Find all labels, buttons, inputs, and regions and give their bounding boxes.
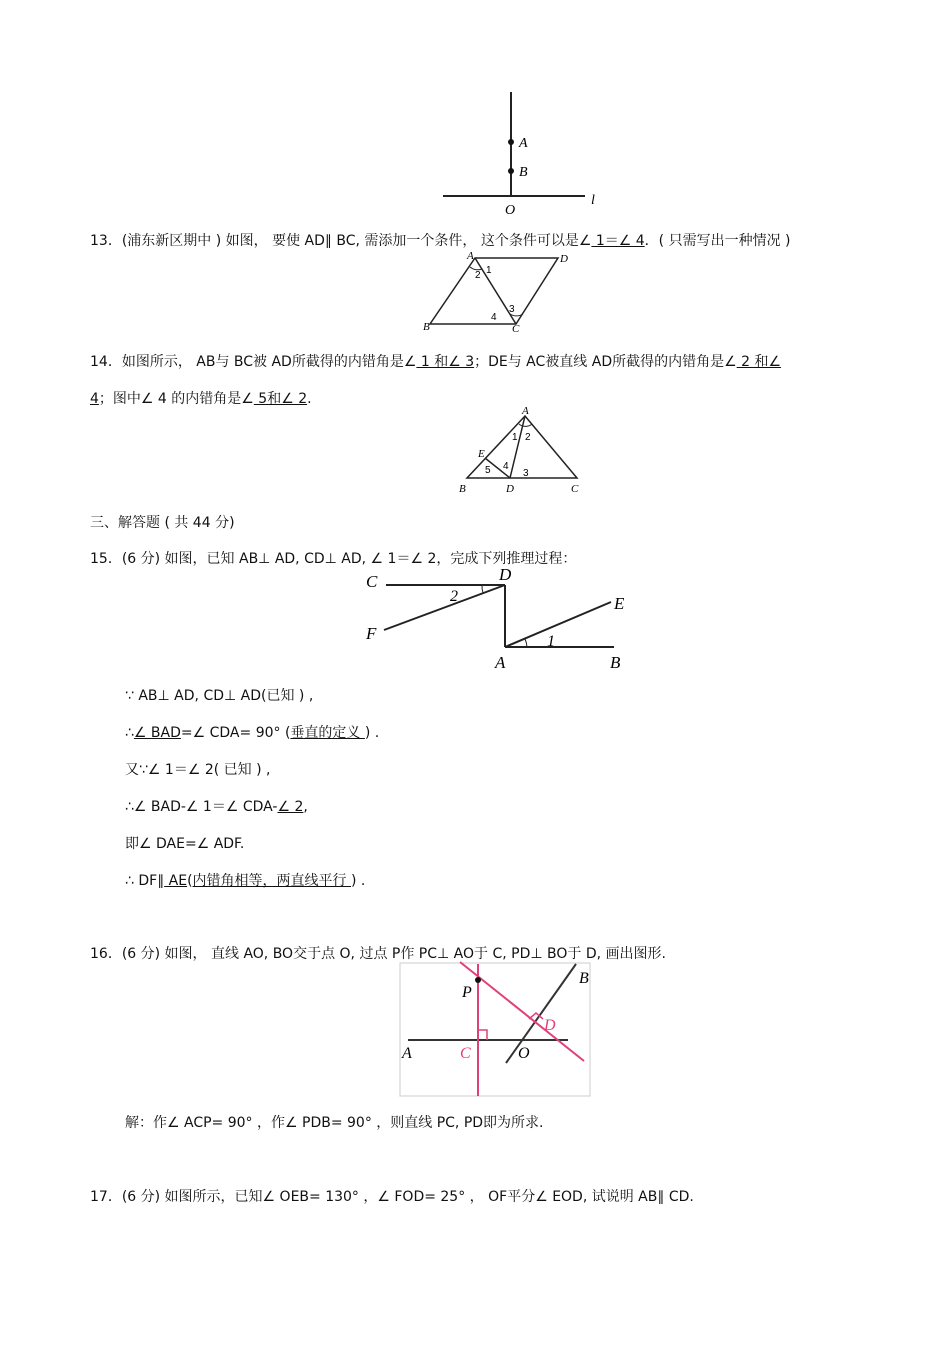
figure-q14: [455, 402, 590, 496]
q16-answer: 解：作∠ ACP= 90° ，作∠ PDB= 90° ，则直线 PC, PD即为所求.: [125, 1115, 544, 1131]
label-B: B: [459, 483, 466, 495]
angle-2: 2: [475, 270, 481, 281]
q15-step3: 又∵∠ 1＝∠ 2( 已知 ) ,: [125, 762, 271, 778]
label-D: D: [544, 1017, 556, 1034]
label-P: P: [462, 984, 472, 1001]
angle-1: 1: [486, 265, 492, 276]
angle-2: 2: [525, 432, 531, 443]
label-B: B: [610, 653, 621, 672]
label-A: A: [467, 250, 474, 262]
angle-3: 3: [523, 468, 529, 479]
label-B: B: [519, 165, 528, 180]
label-C: C: [512, 323, 520, 335]
q15-step4: ∴∠ BAD-∠ 1＝∠ CDA-∠ 2,: [125, 799, 308, 815]
label-C: C: [460, 1045, 471, 1062]
q13-text: 13．(浦东新区期中 ) 如图， 要使 AD∥ BC, 需添加一个条件， 这个条件可以是∠ 1＝∠ 4．( 只需写出一种情况 ): [90, 233, 791, 249]
label-E: E: [478, 448, 485, 460]
label-D: D: [499, 565, 512, 584]
label-C: C: [571, 483, 579, 495]
q15-stem: 15．(6 分) 如图，已知 AB⊥ AD, CD⊥ AD, ∠ 1＝∠ 2，完成下列推理过程：: [90, 551, 577, 567]
angle-1: 1: [547, 633, 555, 650]
label-E: E: [614, 594, 625, 613]
section-heading: 三、解答题 ( 共 44 分): [90, 515, 235, 531]
q15-step2: ∴∠ BAD=∠ CDA= 90° (垂直的定义 ) .: [125, 725, 380, 741]
angle-4: 4: [491, 312, 497, 323]
q17-stem: 17．(6 分) 如图所示，已知∠ OEB= 130° ，∠ FOD= 25° ， OF平分∠ EOD, 试说明 AB∥ CD.: [90, 1189, 694, 1205]
q15-step6: ∴ DF∥ AE(内错角相等，两直线平行 ) .: [125, 873, 366, 889]
q14-line2: 4；图中∠ 4 的内错角是∠ 5和∠ 2.: [90, 391, 312, 407]
label-l: l: [591, 193, 595, 208]
q14-line1: 14．如图所示， AB与 BC被 AD所截得的内错角是∠ 1 和∠ 3；DE与 AC被直线 AD所截得的内错角是∠ 2 和∠: [90, 354, 782, 370]
label-A: A: [402, 1045, 412, 1062]
figure-q16: [398, 960, 593, 1098]
angle-5: 5: [485, 465, 491, 476]
figure-q12: [435, 88, 610, 218]
label-C: C: [366, 572, 378, 591]
q15-step5: 即∠ DAE=∠ ADF.: [125, 836, 245, 852]
figure-q13: [420, 248, 580, 336]
label-B: B: [579, 970, 589, 987]
angle-2: 2: [450, 588, 458, 605]
q15-step1: ∵ AB⊥ AD, CD⊥ AD(已知 ) ,: [125, 688, 314, 704]
angle-1: 1: [512, 432, 518, 443]
label-A: A: [495, 653, 506, 672]
angle-3: 3: [509, 304, 515, 315]
q16-stem: 16．(6 分) 如图， 直线 AO, BO交于点 O, 过点 P作 PC⊥ AO于 C, PD⊥ BO于 D, 画出图形.: [90, 946, 666, 962]
angle-4: 4: [503, 461, 509, 472]
label-A: A: [519, 136, 528, 151]
label-D: D: [506, 483, 514, 495]
figure-q15: [358, 563, 638, 673]
label-O: O: [505, 203, 516, 218]
label-B: B: [423, 321, 430, 333]
label-O: O: [518, 1045, 530, 1062]
label-F: F: [366, 624, 377, 643]
label-A: A: [522, 405, 529, 417]
q13-answer: 1＝∠ 4: [591, 233, 645, 249]
label-D: D: [560, 253, 568, 265]
